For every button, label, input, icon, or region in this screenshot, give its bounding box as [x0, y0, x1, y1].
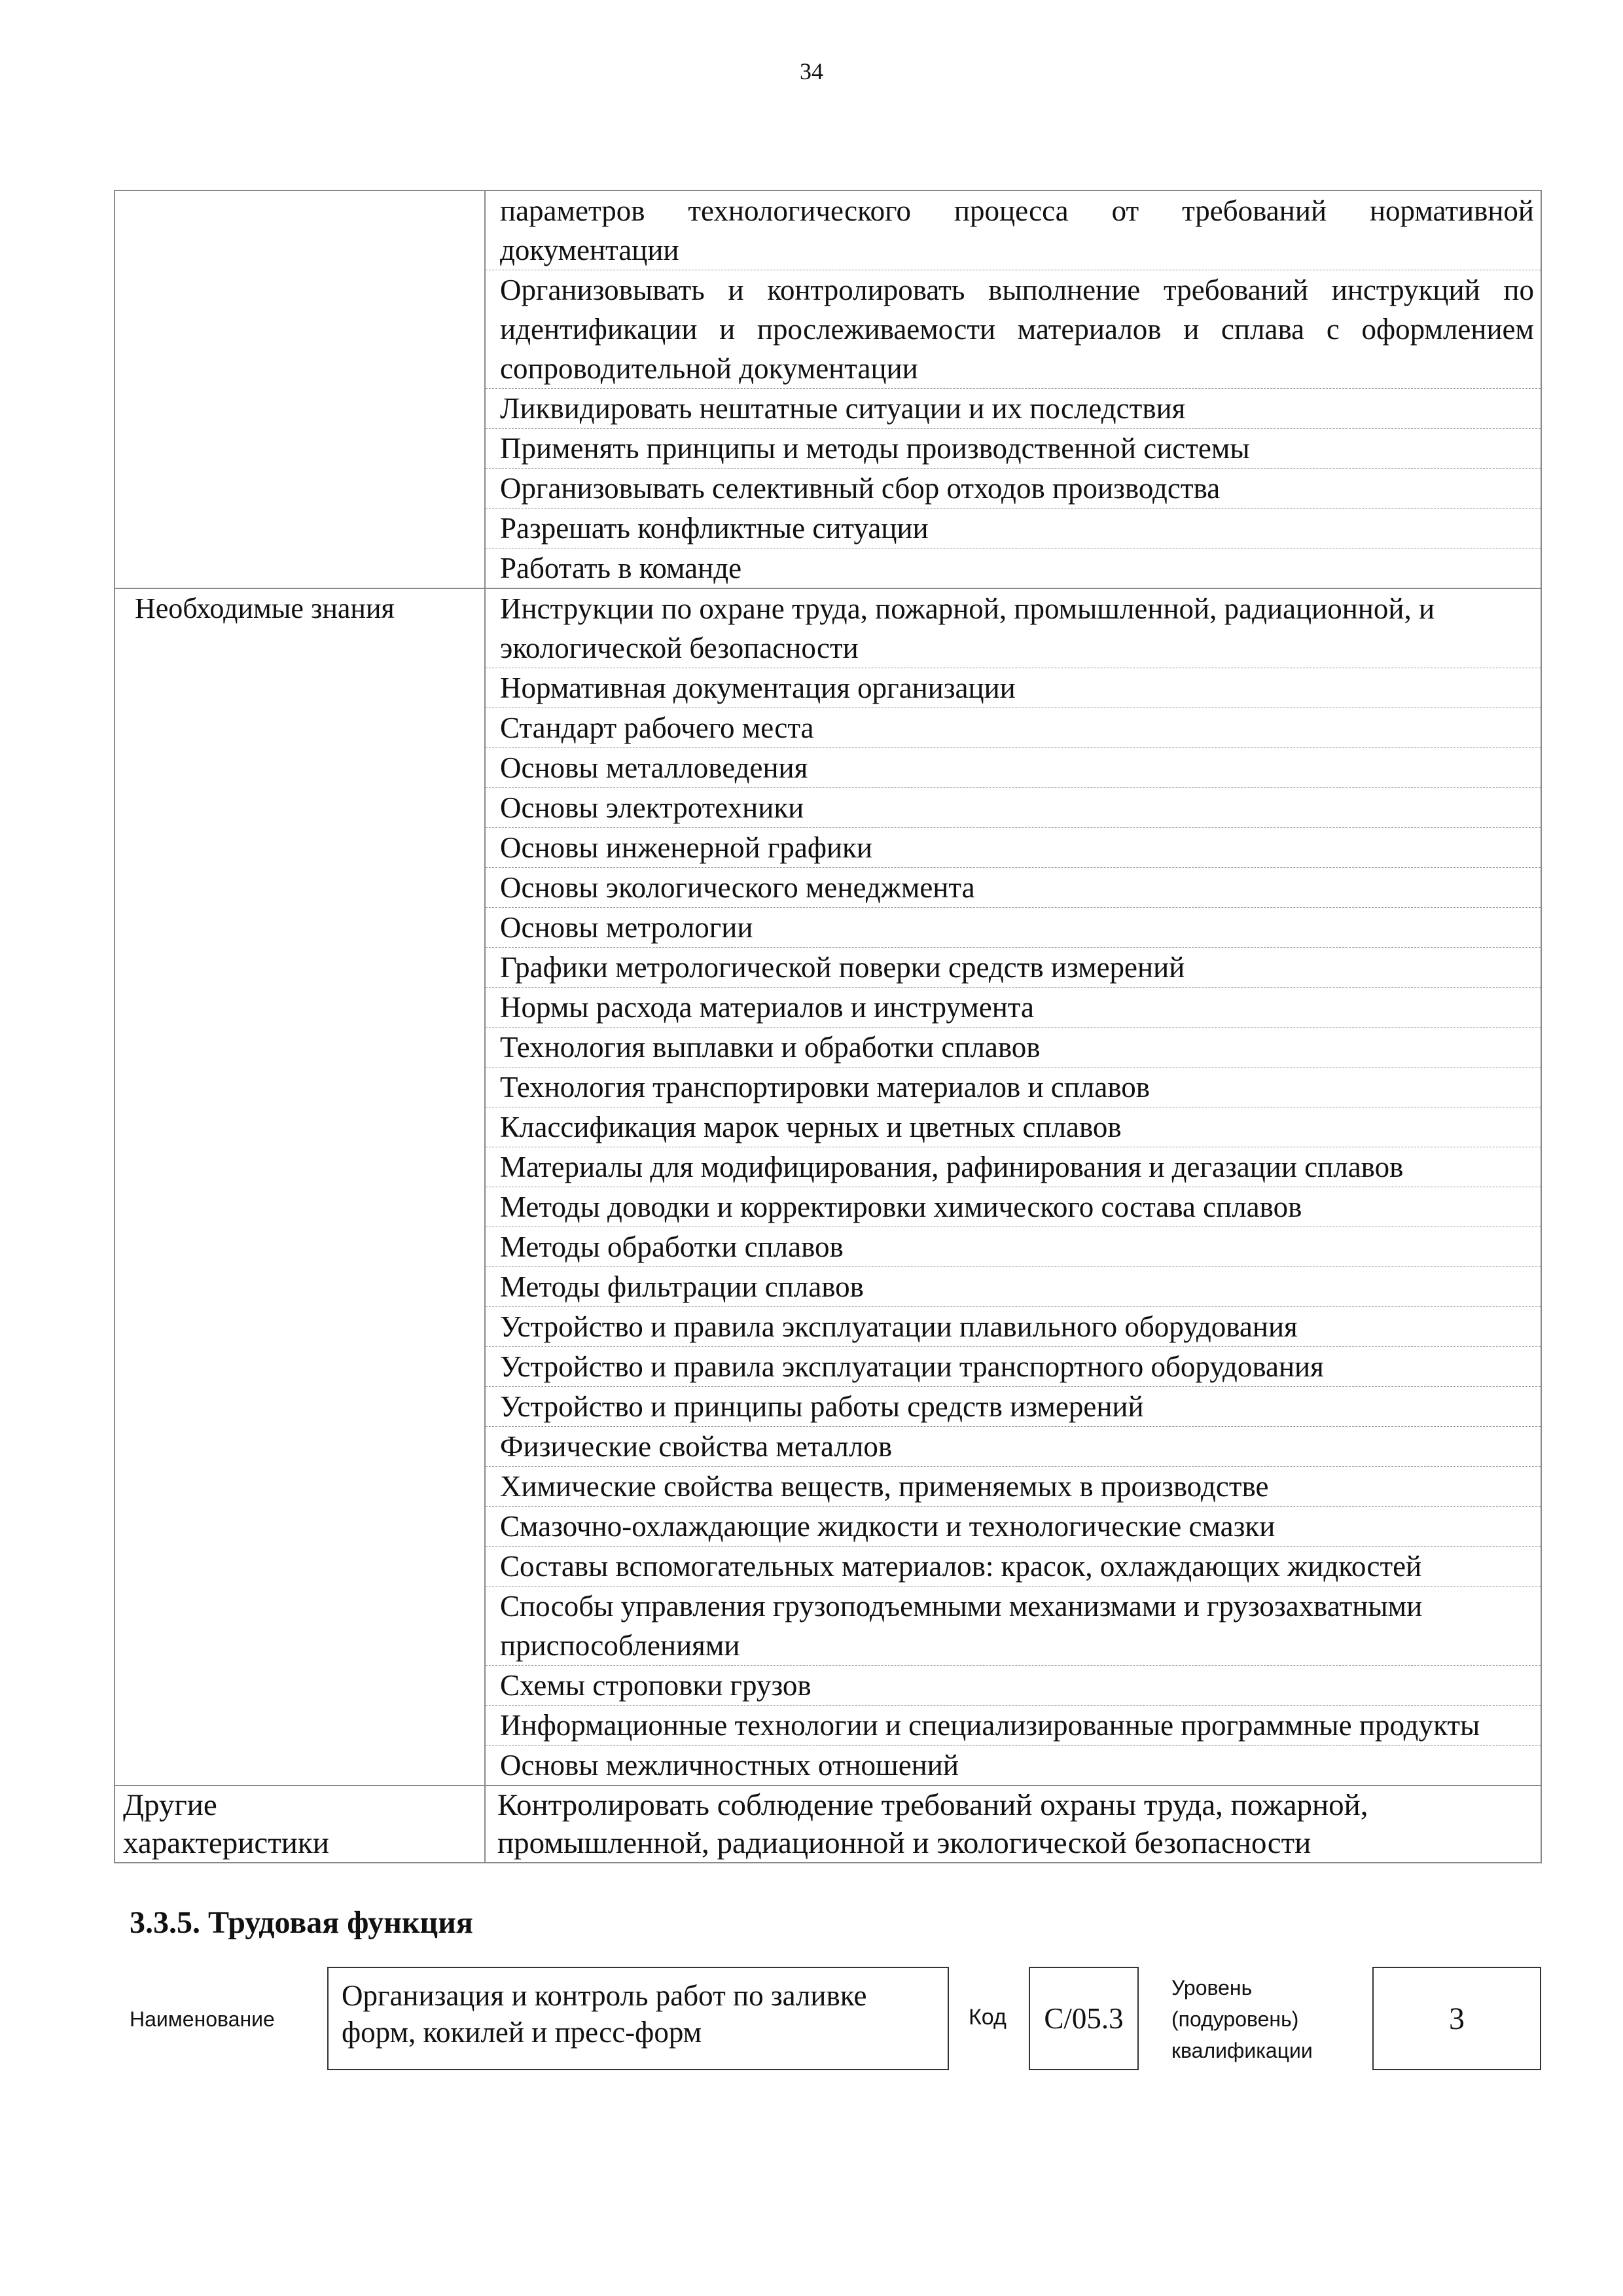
list-item: Основы инженерной графики — [486, 828, 1541, 868]
table-row-knowledge — [115, 588, 1541, 1785]
list-item: Основы межличностных отношений — [500, 1749, 959, 1782]
table-row-other — [115, 1785, 1541, 1863]
list-item: Работать в команде — [500, 552, 742, 584]
table-row-skills-continued — [115, 190, 1541, 588]
other-characteristics-label — [115, 1785, 485, 1863]
level-label-line3: квалификации — [1171, 2039, 1313, 2062]
level-box: 3 — [1372, 1967, 1541, 2070]
list-item: Способы управления грузоподъемными механизмами и грузозахватными приспособлениями — [486, 1587, 1541, 1666]
list-item: Смазочно-охлаждающие жидкости и технологические смазки — [486, 1507, 1541, 1547]
list-item: Организовывать и контролировать выполнение требований инструкций по идентификации и прослеживаемости материалов и сплава с оформлением сопроводительной документации — [486, 270, 1541, 389]
list-item: Основы метрологии — [486, 908, 1541, 948]
list-item: Основы экологического менеджмента — [486, 868, 1541, 908]
list-item: Графики метрологической поверки средств измерений — [486, 948, 1541, 988]
list-item: Схемы строповки грузов — [486, 1666, 1541, 1706]
empty-label-cell — [115, 190, 485, 588]
list-item: Инструкции по охране труда, пожарной, промышленной, радиационной, и экологической безопасности — [486, 589, 1541, 668]
list-item: Стандарт рабочего места — [486, 708, 1541, 748]
list-item: Технология транспортировки материалов и сплавов — [486, 1067, 1541, 1107]
list-item: Технология выплавки и обработки сплавов — [486, 1028, 1541, 1067]
list-item: Разрешать конфликтные ситуации — [486, 509, 1541, 548]
function-name-box: Организация и контроль работ по заливке форм, кокилей и пресс-форм — [327, 1967, 949, 2070]
page-number: 34 — [800, 58, 823, 84]
list-item: Устройство и принципы работы средств измерений — [486, 1387, 1541, 1427]
knowledge-label: Необходимые знания — [115, 588, 485, 1785]
list-item: Нормативная документация организации — [486, 668, 1541, 708]
list-item: Основы металловедения — [486, 748, 1541, 788]
list-item: Организовывать селективный сбор отходов производства — [486, 469, 1541, 509]
skills-items-cell — [485, 190, 1541, 588]
knowledge-items-cell — [485, 588, 1541, 1785]
list-item: Физические свойства металлов — [486, 1427, 1541, 1467]
level-label — [1171, 1972, 1313, 2066]
list-item: параметров технологического процесса от требований нормативной документации — [486, 191, 1541, 270]
name-label: Наименование — [130, 2007, 275, 2031]
other-label-line2: характеристики — [123, 1826, 329, 1860]
list-item: Методы доводки и корректировки химического состава сплавов — [486, 1187, 1541, 1227]
code-label: Код — [969, 2005, 1007, 2030]
skills-list — [486, 191, 1541, 588]
list-item: Информационные технологии и специализированные программные продукты — [486, 1706, 1541, 1746]
list-item: Нормы расхода материалов и инструмента — [486, 988, 1541, 1028]
other-characteristics-text: Контролировать соблюдение требований охраны труда, пожарной, промышленной, радиационной и экологической безопасности — [485, 1785, 1541, 1863]
list-item: Химические свойства веществ, применяемых в производстве — [486, 1467, 1541, 1507]
level-label-line1: Уровень — [1171, 1976, 1253, 2000]
code-box: C/05.3 — [1029, 1967, 1139, 2070]
list-item: Классификация марок черных и цветных сплавов — [486, 1107, 1541, 1147]
section-title: 3.3.5. Трудовая функция — [130, 1905, 473, 1940]
list-item: Материалы для модифицирования, рафинирования и дегазации сплавов — [486, 1147, 1541, 1187]
level-label-line2: (подуровень) — [1171, 2007, 1299, 2031]
list-item: Составы вспомогательных материалов: красок, охлаждающих жидкостей — [486, 1547, 1541, 1587]
list-item: Устройство и правила эксплуатации транспортного оборудования — [486, 1347, 1541, 1387]
other-label-line1: Другие — [123, 1788, 217, 1822]
list-item: Устройство и правила эксплуатации плавильного оборудования — [486, 1307, 1541, 1347]
list-item: Применять принципы и методы производственной системы — [486, 429, 1541, 469]
list-item: Основы электротехники — [486, 788, 1541, 828]
list-item: Методы обработки сплавов — [486, 1227, 1541, 1267]
list-item: Ликвидировать нештатные ситуации и их последствия — [486, 389, 1541, 429]
requirements-table — [114, 190, 1542, 1863]
knowledge-list — [486, 589, 1541, 1785]
labor-function-header — [0, 1967, 1623, 2111]
list-item: Методы фильтрации сплавов — [486, 1267, 1541, 1307]
